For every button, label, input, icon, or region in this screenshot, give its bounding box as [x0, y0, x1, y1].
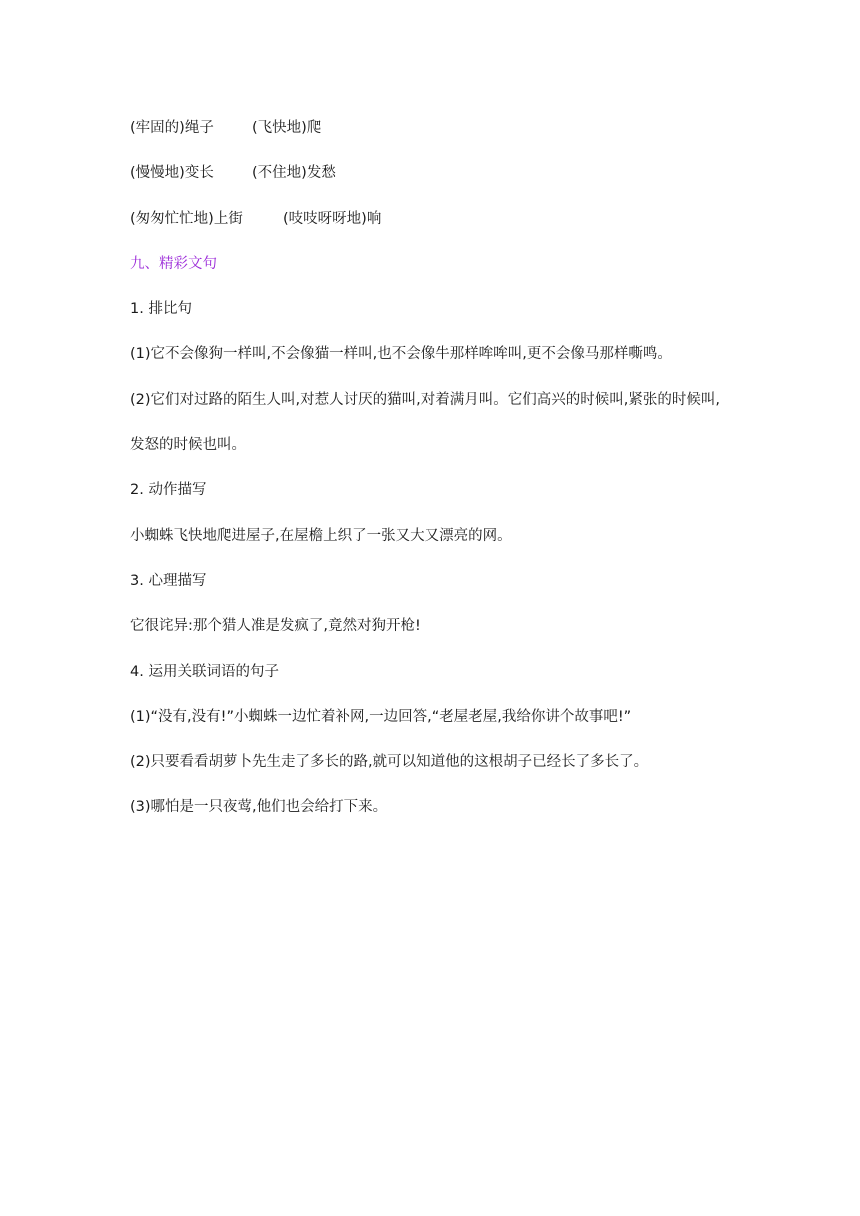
subsection-title-action: 2. 动作描写 [130, 482, 207, 499]
parallelism-sentence-1: (1)它不会像狗一样叫,不会像猫一样叫,也不会像牛那样哞哞叫,更不会像马那样嘶鸣。 [130, 346, 672, 363]
document-content [130, 113, 750, 838]
phrase-left: (匆匆忙忙地)上街 [130, 210, 243, 227]
subsection-title-conjunction: 4. 运用关联词语的句子 [130, 663, 279, 680]
subsection-title-parallelism: 1. 排比句 [130, 301, 192, 318]
phrase-left: (慢慢地)变长 [130, 165, 214, 182]
phrase-left: (牢固的)绳子 [130, 120, 214, 136]
parallelism-sentence-2: (2)它们对过路的陌生人叫,对惹人讨厌的猫叫,对着满月叫。它们高兴的时候叫,紧张的时候叫, [130, 391, 720, 408]
phrase-row [130, 113, 750, 143]
section-heading: 九、精彩文句 [130, 255, 217, 272]
phrase-row [130, 204, 750, 234]
subsection-title-psychology: 3. 心理描写 [130, 572, 207, 589]
conjunction-sentence-1: (1)“没有,没有!”小蜘蛛一边忙着补网,一边回答,“老屋老屋,我给你讲个故事吧!” [130, 708, 632, 725]
parallelism-sentence-2-continued: 发怒的时候也叫。 [130, 437, 246, 454]
phrase-right: (飞快地)爬 [252, 120, 322, 136]
conjunction-sentence-2: (2)只要看看胡萝卜先生走了多长的路,就可以知道他的这根胡子已经长了多长了。 [130, 754, 649, 771]
phrase-right: (吱吱呀呀地)响 [283, 210, 382, 227]
psychology-sentence: 它很诧异:那个猎人准是发疯了,竟然对狗开枪! [130, 618, 421, 635]
phrase-row [130, 158, 750, 188]
conjunction-sentence-3: (3)哪怕是一只夜莺,他们也会给打下来。 [130, 799, 388, 816]
action-sentence: 小蜘蛛飞快地爬进屋子,在屋檐上织了一张又大又漂亮的网。 [130, 527, 512, 544]
phrase-right: (不住地)发愁 [252, 165, 336, 182]
